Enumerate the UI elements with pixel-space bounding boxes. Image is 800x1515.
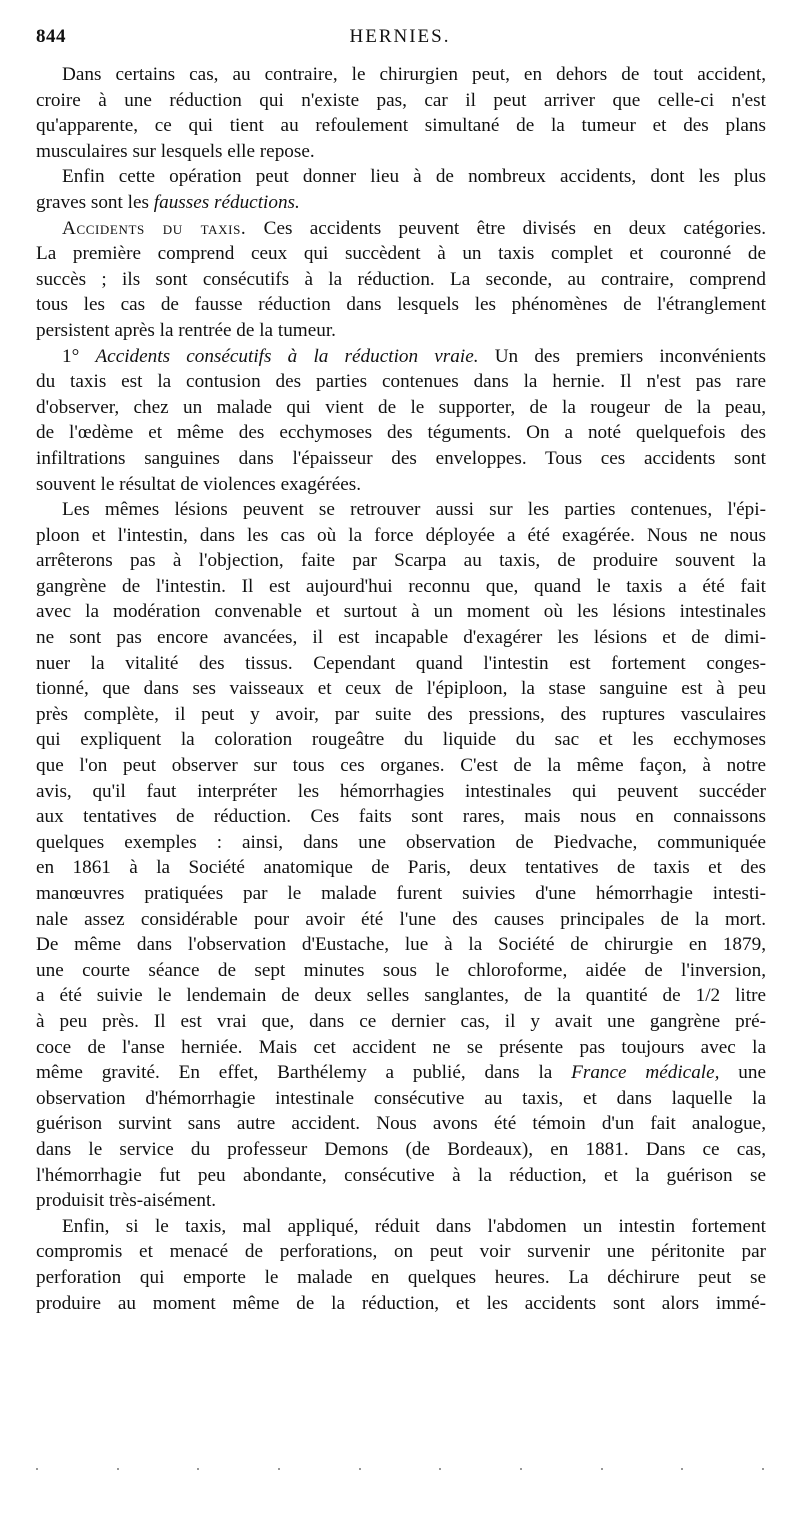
text-line (36, 702, 766, 728)
section-heading: Accidents du taxis. (62, 217, 247, 239)
text-segment: arrêterons pas à l'objection, faite par Scarpa au taxis, de produire souvent la (36, 550, 766, 572)
text-segment: que l'on peut observer sur tous ces organes. C'est de la même façon, à notre (36, 755, 766, 777)
text-line (36, 1060, 766, 1086)
running-title: HERNIES. (349, 26, 451, 47)
text-line (36, 216, 766, 242)
text-segment: même gravité. En effet, Barthélemy a publié, dans la (36, 1062, 572, 1084)
text-segment: quelques exemples : ainsi, dans une observation de Piedvache, communiquée (36, 831, 766, 853)
text-line (36, 369, 766, 395)
text-line (36, 318, 766, 344)
text-line (36, 1163, 766, 1189)
text-segment: La première comprend ceux qui succèdent à un taxis complet et couronné de (36, 243, 766, 265)
text-segment: qui expliquent la coloration rougeâtre du liquide du sac et les ecchymoses (36, 729, 766, 751)
text-line (36, 497, 766, 523)
text-line (36, 779, 766, 805)
text-segment: une (719, 1062, 766, 1084)
text-segment: coce de l'anse herniée. Mais cet accident ne se présente pas toujours avec la (36, 1036, 766, 1058)
text-line (36, 881, 766, 907)
speck (681, 1468, 683, 1470)
text-segment: succès ; ils sont consécutifs à la réduction. La seconde, au contraire, comprend (36, 268, 766, 290)
speck (520, 1468, 522, 1470)
text-segment: observation d'hémorrhagie intestinale consécutive au taxis, et dans laquelle la (36, 1087, 766, 1109)
speck (278, 1468, 280, 1470)
text-segment: De même dans l'observation d'Eustache, lue à la Société de chirurgie en 1879, (36, 934, 766, 956)
text-segment: gangrène de l'intestin. Il est aujourd'hui reconnu que, quand le taxis a été fait (36, 575, 766, 597)
text-segment: souvent le résultat de violences exagérées. (36, 473, 361, 495)
footer-specks (36, 1468, 764, 1478)
text-segment: d'observer, chez un malade qui vient de le supporter, de la rougeur de la peau, (36, 396, 766, 418)
text-line (36, 983, 766, 1009)
text-line (36, 804, 766, 830)
text-segment: Les mêmes lésions peuvent se retrouver aussi sur les parties contenues, l'épi- (62, 499, 766, 521)
text-segment: tous les cas de fausse réduction dans lesquels les phénomènes de l'étranglement (36, 294, 766, 316)
text-line (36, 267, 766, 293)
text-line (36, 1111, 766, 1137)
text-line (36, 1009, 766, 1035)
text-segment: graves sont les (36, 191, 154, 213)
text-segment: Enfin cette opération peut donner lieu à de nombreux accidents, dont les plus (62, 166, 766, 188)
text-segment: une courte séance de sept minutes sous le chloroforme, aidée de l'inversion, (36, 959, 766, 981)
text-segment: du taxis est la contusion des parties contenues dans la hernie. Il n'est pas rare (36, 371, 766, 393)
text-line (36, 1291, 766, 1317)
text-line (36, 727, 766, 753)
text-line (36, 113, 766, 139)
text-segment: produisit très-aisément. (36, 1190, 217, 1212)
text-line (36, 139, 766, 165)
text-line (36, 1086, 766, 1112)
text-segment: ploon et l'intestin, dans les cas où la force déployée a été exagérée. Nous ne nous (36, 524, 766, 546)
text-line (36, 1137, 766, 1163)
text-line (36, 1188, 766, 1214)
text-line (36, 1035, 766, 1061)
text-line (36, 420, 766, 446)
text-segment: en 1861 à la Société anatomique de Paris, deux tentatives de taxis et des (36, 857, 766, 879)
text-segment: Ces accidents peuvent être divisés en deux catégories. (246, 217, 766, 239)
text-segment: manœuvres pratiquées par le malade furent suivies d'une hémorrhagie intesti- (36, 883, 766, 904)
text-segment: infiltrations sanguines dans l'épaisseur des enveloppes. Tous ces accidents sont (36, 447, 766, 469)
text-segment: guérison survint sans autre accident. Nous avons été témoin d'un fait analogue, (36, 1113, 766, 1135)
speck (36, 1468, 38, 1470)
text-segment: près complète, il peut y avoir, par suite des pressions, des ruptures vasculaires (36, 703, 766, 725)
text-line (36, 523, 766, 549)
text-segment: aux tentatives de réduction. Ces faits sont rares, mais nous en connaissons (36, 806, 766, 828)
text-segment: croire à une réduction qui n'existe pas, car il peut arriver que celle-ci n'est (36, 89, 766, 111)
text-line (36, 651, 766, 677)
text-segment: dans le service du professeur Demons (de Bordeaux), en 1881. Dans ce cas, (36, 1138, 766, 1160)
italic-text: France médicale, (571, 1062, 720, 1084)
text-segment: avec la modération convenable et surtout à un moment où les lésions intestinales (36, 601, 766, 623)
text-line (36, 574, 766, 600)
text-line (36, 753, 766, 779)
text-line (36, 932, 766, 958)
text-segment: compromis et menacé de perforations, on peut voir survenir une péritonite par (36, 1241, 766, 1263)
text-segment: produire au moment même de la réduction, et les accidents sont alors immé- (36, 1292, 766, 1314)
text-line (36, 292, 766, 318)
text-line (36, 676, 766, 702)
italic-text: Accidents consécutifs à la réduction vraie. (95, 345, 479, 367)
speck (117, 1468, 119, 1470)
text-line (36, 62, 766, 88)
page-number: 844 (36, 26, 66, 47)
text-segment: avis, qu'il faut interpréter les hémorrhagies intestinales qui peuvent succéder (36, 780, 766, 802)
text-line (36, 241, 766, 267)
page-header (36, 26, 764, 56)
speck (197, 1468, 199, 1470)
text-segment: de l'œdème et même des ecchymoses des téguments. On a noté quelquefois des (36, 422, 766, 444)
text-line (36, 472, 766, 498)
text-segment: Un des premiers inconvénients (478, 345, 766, 367)
text-segment: à peu près. Il est vrai que, dans ce dernier cas, il y avait une gangrène pré- (36, 1010, 766, 1032)
text-segment: qu'apparente, ce qui tient au refoulement simultané de la tumeur et des plans (36, 115, 766, 137)
text-line (36, 907, 766, 933)
text-segment: a été suivie le lendemain de deux selles sanglantes, de la quantité de 1/2 litre (36, 985, 766, 1007)
text-line (36, 830, 766, 856)
text-segment: Enfin, si le taxis, mal appliqué, réduit dans l'abdomen un intestin fortement (62, 1215, 766, 1237)
text-line (36, 395, 766, 421)
text-line (36, 599, 766, 625)
text-line (36, 625, 766, 651)
text-line (36, 855, 766, 881)
text-segment: ne sont pas encore avancées, il est incapable d'exagérer les lésions et de dimi- (36, 627, 766, 649)
text-line (36, 88, 766, 114)
text-segment: 1° (62, 345, 96, 367)
body-text (36, 62, 766, 1316)
text-line (36, 190, 766, 216)
italic-text: fausses réductions. (153, 191, 300, 213)
text-segment: nuer la vitalité des tissus. Cependant quand l'intestin est fortement conges- (36, 652, 766, 674)
speck (762, 1468, 764, 1470)
text-segment: l'hémorrhagie fut peu abondante, consécutive à la réduction, et la guérison se (36, 1164, 766, 1186)
text-segment: tionné, que dans ses vaisseaux et ceux de l'épiploon, la stase sanguine est à peu (36, 678, 766, 700)
text-line (36, 548, 766, 574)
text-segment: Dans certains cas, au contraire, le chirurgien peut, en dehors de tout accident, (62, 64, 766, 85)
text-line (36, 1239, 766, 1265)
text-segment: perforation qui emporte le malade en quelques heures. La déchirure peut se (36, 1266, 766, 1288)
text-segment: nale assez considérable pour avoir été l'une des causes principales de la mort. (36, 908, 766, 930)
text-line (36, 1214, 766, 1240)
text-segment: persistent après la rentrée de la tumeur. (36, 319, 336, 341)
text-line (36, 958, 766, 984)
speck (601, 1468, 603, 1470)
text-line (36, 164, 766, 190)
text-segment: musculaires sur lesquels elle repose. (36, 140, 315, 162)
speck (359, 1468, 361, 1470)
text-line (36, 344, 766, 370)
text-line (36, 446, 766, 472)
speck (439, 1468, 441, 1470)
text-line (36, 1265, 766, 1291)
